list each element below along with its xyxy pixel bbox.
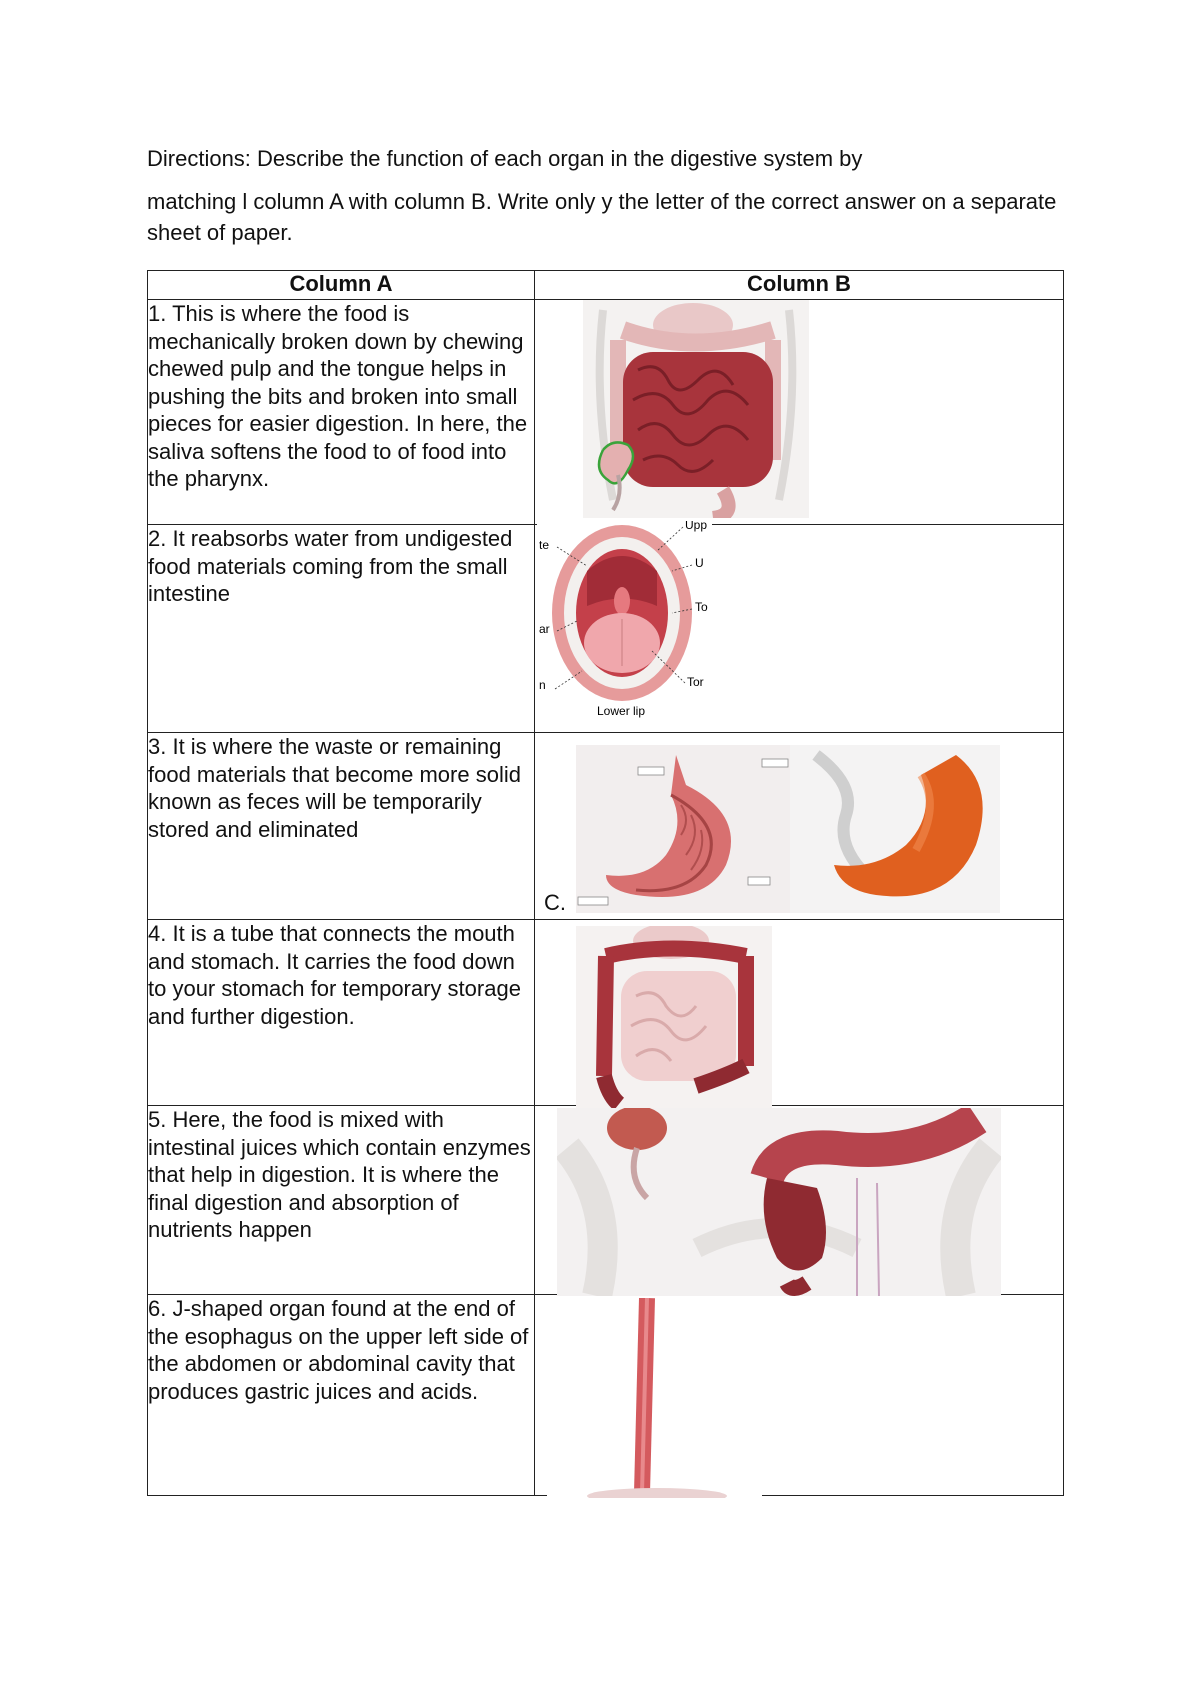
directions-line-1: Directions: Describe the function of each organ in the digestive system by — [147, 146, 863, 171]
column-a-item-5: 5. Here, the food is mixed with intestinal juices which contain enzymes that help in digestion. It is where the final digestion and absorption of nutrients happen — [148, 1106, 535, 1295]
mouth-label-tor: Tor — [687, 675, 704, 689]
mouth-caption: Lower lip — [597, 704, 646, 718]
column-a-header: Column A — [148, 271, 535, 300]
column-b-header: Column B — [535, 271, 1064, 300]
mouth-label-te: te — [539, 538, 550, 552]
small-intestine-illustration — [583, 300, 809, 518]
directions-line-2: matching l column A with column B. Write only y the letter of the correct answer on a separate sheet of paper. — [147, 188, 1057, 245]
column-a-item-6: 6. J-shaped organ found at the end of the esophagus on the upper left side of the abdomen or abdominal cavity that produces gastric juices and acids. — [148, 1295, 535, 1496]
mouth-label-ar: ar — [539, 622, 550, 636]
mouth-illustration — [537, 521, 712, 721]
esophagus-illustration — [547, 1298, 762, 1498]
directions — [147, 144, 1067, 248]
mouth-label-upp: Upp — [685, 521, 708, 532]
mouth-label-to: To — [695, 600, 708, 614]
stomach-illustration — [576, 745, 1000, 913]
column-a-item-1: 1. This is where the food is mechanically broken down by chewing chewed pulp and the tongue helps in pushing the bits and broken into small pieces for easier digestion. In here, the saliva softens the food to of food into the pharynx. — [148, 300, 535, 525]
column-a-item-3: 3. It is where the waste or remaining food materials that become more solid known as feces will be temporarily stored and eliminated — [148, 733, 535, 920]
column-a-item-4: 4. It is a tube that connects the mouth and stomach. It carries the food down to your stomach for temporary storage and further digestion. — [148, 920, 535, 1106]
large-intestine-illustration — [576, 926, 772, 1108]
c-letter: C. — [544, 890, 566, 915]
mouth-label-n: n — [539, 678, 546, 692]
column-a-item-2: 2. It reabsorbs water from undigested food materials coming from the small intestine — [148, 525, 535, 733]
mouth-label-u: U — [695, 556, 704, 570]
rectum-illustration — [557, 1108, 1001, 1296]
